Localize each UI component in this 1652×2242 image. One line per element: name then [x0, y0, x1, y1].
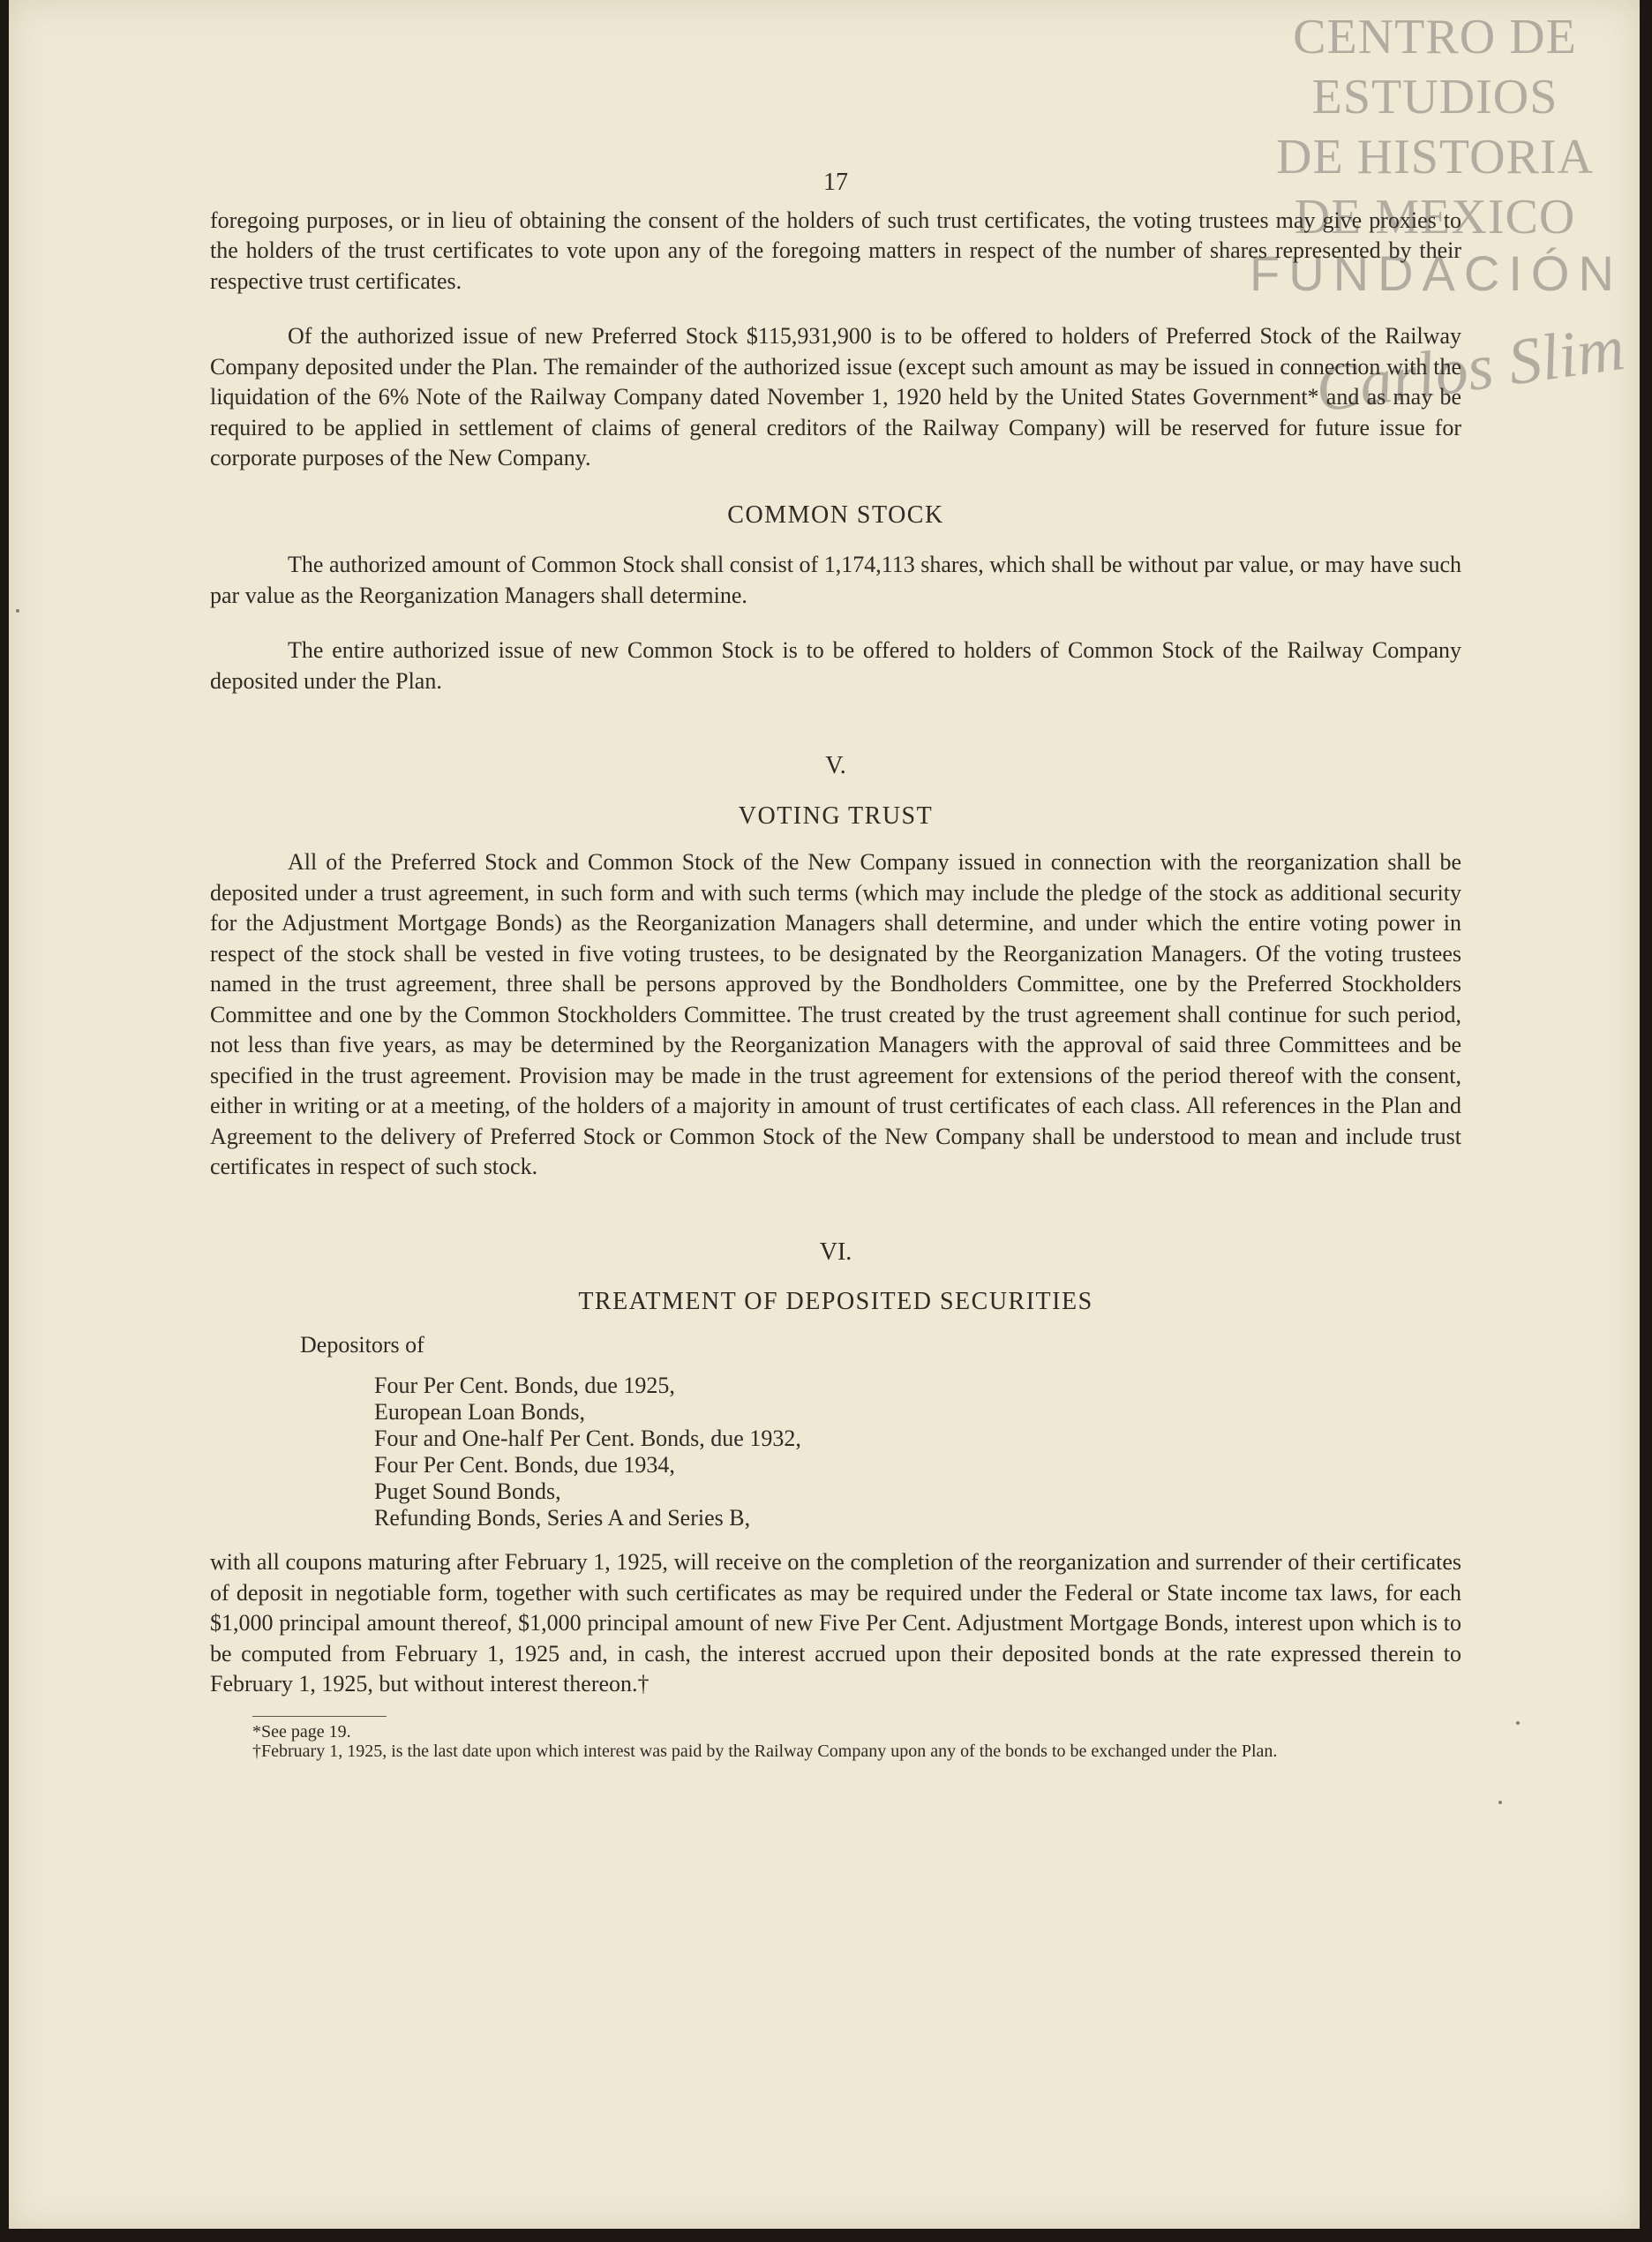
section-numeral: V.: [825, 752, 846, 779]
list-item: Four Per Cent. Bonds, due 1925,: [374, 1373, 675, 1398]
watermark-line: DE HISTORIA: [1276, 130, 1594, 184]
bond-list: [374, 1373, 1461, 1531]
list-item: European Loan Bonds,: [374, 1399, 586, 1425]
paper-speck: [1516, 1721, 1520, 1725]
paragraph: All of the Preferred Stock and Common Stock of the New Company issued in connection with the reorganization shall be deposited under a trust agreement, in such form and with such terms (which may include the pledge of the stock as additional security for the Adjustment Mortgage Bonds) as the Reorganization Managers shall determine, and under which the entire voting power in respect of the stock shall be vested in five voting trustees, to be designated by the Reorganization Managers. Of the voting trustees named in the trust agreement, three shall be persons approved by the Bondholders Committee, one by the Preferred Stockholders Committee and one by the Common Stockholders Committee. The trust created by the trust agreement shall continue for such period, not less than five years, as may be determined by the Reorganization Managers with the approval of said three Committees and be specified in the trust agreement. Provision may be made in the trust agreement for extensions of the period thereof with the consent, either in writing or at a meeting, of the holders of a majority in amount of trust certificates of each class. All references in the Plan and Agreement to the delivery of Preferred Stock or Common Stock of the New Company shall be understood to mean and include trust certificates in respect of such stock.: [210, 849, 1461, 1179]
paragraph: The authorized amount of Common Stock shall consist of 1,174,113 shares, which shall be without par value, or may have such par value as the Reorganization Managers shall determine.: [210, 552, 1461, 608]
document-page: [9, 0, 1640, 2229]
watermark-line: ESTUDIOS: [1311, 70, 1558, 124]
paragraph: The entire authorized issue of new Common Stock is to be offered to holders of Common Stock of the Railway Company deposited under the Plan.: [210, 637, 1461, 694]
section-heading-deposited-securities: TREATMENT OF DEPOSITED SECURITIES: [578, 1288, 1093, 1315]
watermark-line: CENTRO DE: [1293, 10, 1577, 64]
list-item: Refunding Bonds, Series A and Series B,: [374, 1505, 751, 1531]
paper-speck: [1498, 1801, 1502, 1804]
section-numeral: VI.: [819, 1238, 852, 1266]
section-heading-common-stock: COMMON STOCK: [727, 500, 944, 529]
watermark-signature: Carlos Slim: [1311, 311, 1629, 427]
section-heading-voting-trust: VOTING TRUST: [738, 801, 934, 830]
footnote-divider: [252, 1716, 387, 1717]
list-item: Puget Sound Bonds,: [374, 1478, 561, 1504]
paragraph: foregoing purposes, or in lieu of obtaining the consent of the holders of such trust certificates, the voting trustees may give proxies to the holders of the trust certificates to vote upon any of the foregoing matters in respect of the number of shares represented by their respective trust certificates.: [210, 207, 1461, 294]
paragraph: Of the authorized issue of new Preferred Stock $115,931,900 is to be offered to holders of Preferred Stock of the Railway Company deposited under the Plan. The remainder of the authorized issue (except such amount as may be issued in connection with the liquidation of the 6% Note of the Railway Company dated November 1, 1920 held by the United States Government* and as may be required to be applied in settlement of claims of general creditors of the Railway Company) will be reserved for future issue for corporate purposes of the New Company.: [210, 323, 1461, 470]
watermark-foundation: FUNDACIÓN: [1250, 245, 1623, 301]
watermark-line: DE MEXICO: [1294, 190, 1576, 245]
footnote: *See page 19.: [252, 1721, 351, 1742]
list-item: Four and One-half Per Cent. Bonds, due 1932,: [374, 1426, 801, 1451]
page-content: [210, 168, 1461, 1761]
page-number: 17: [823, 169, 848, 196]
footnote: †February 1, 1925, is the last date upon which interest was paid by the Railway Company upon any of the bonds to be exchanged under the Plan.: [252, 1741, 1278, 1761]
depositors-label: Depositors of: [300, 1331, 424, 1358]
list-item: Four Per Cent. Bonds, due 1934,: [374, 1452, 675, 1478]
paper-speck: [16, 609, 19, 613]
paragraph: with all coupons maturing after February 1, 1925, will receive on the completion of the reorganization and surrender of their certificates of deposit in negotiable form, together with such certificates as may be required under the Federal or State income tax laws, for each $1,000 principal amount thereof, $1,000 principal amount of new Five Per Cent. Adjustment Mortgage Bonds, interest upon which is to be computed from February 1, 1925 and, in cash, the interest accrued upon their deposited bonds at the rate expressed therein to February 1, 1925, but without interest thereon.†: [210, 1549, 1461, 1697]
